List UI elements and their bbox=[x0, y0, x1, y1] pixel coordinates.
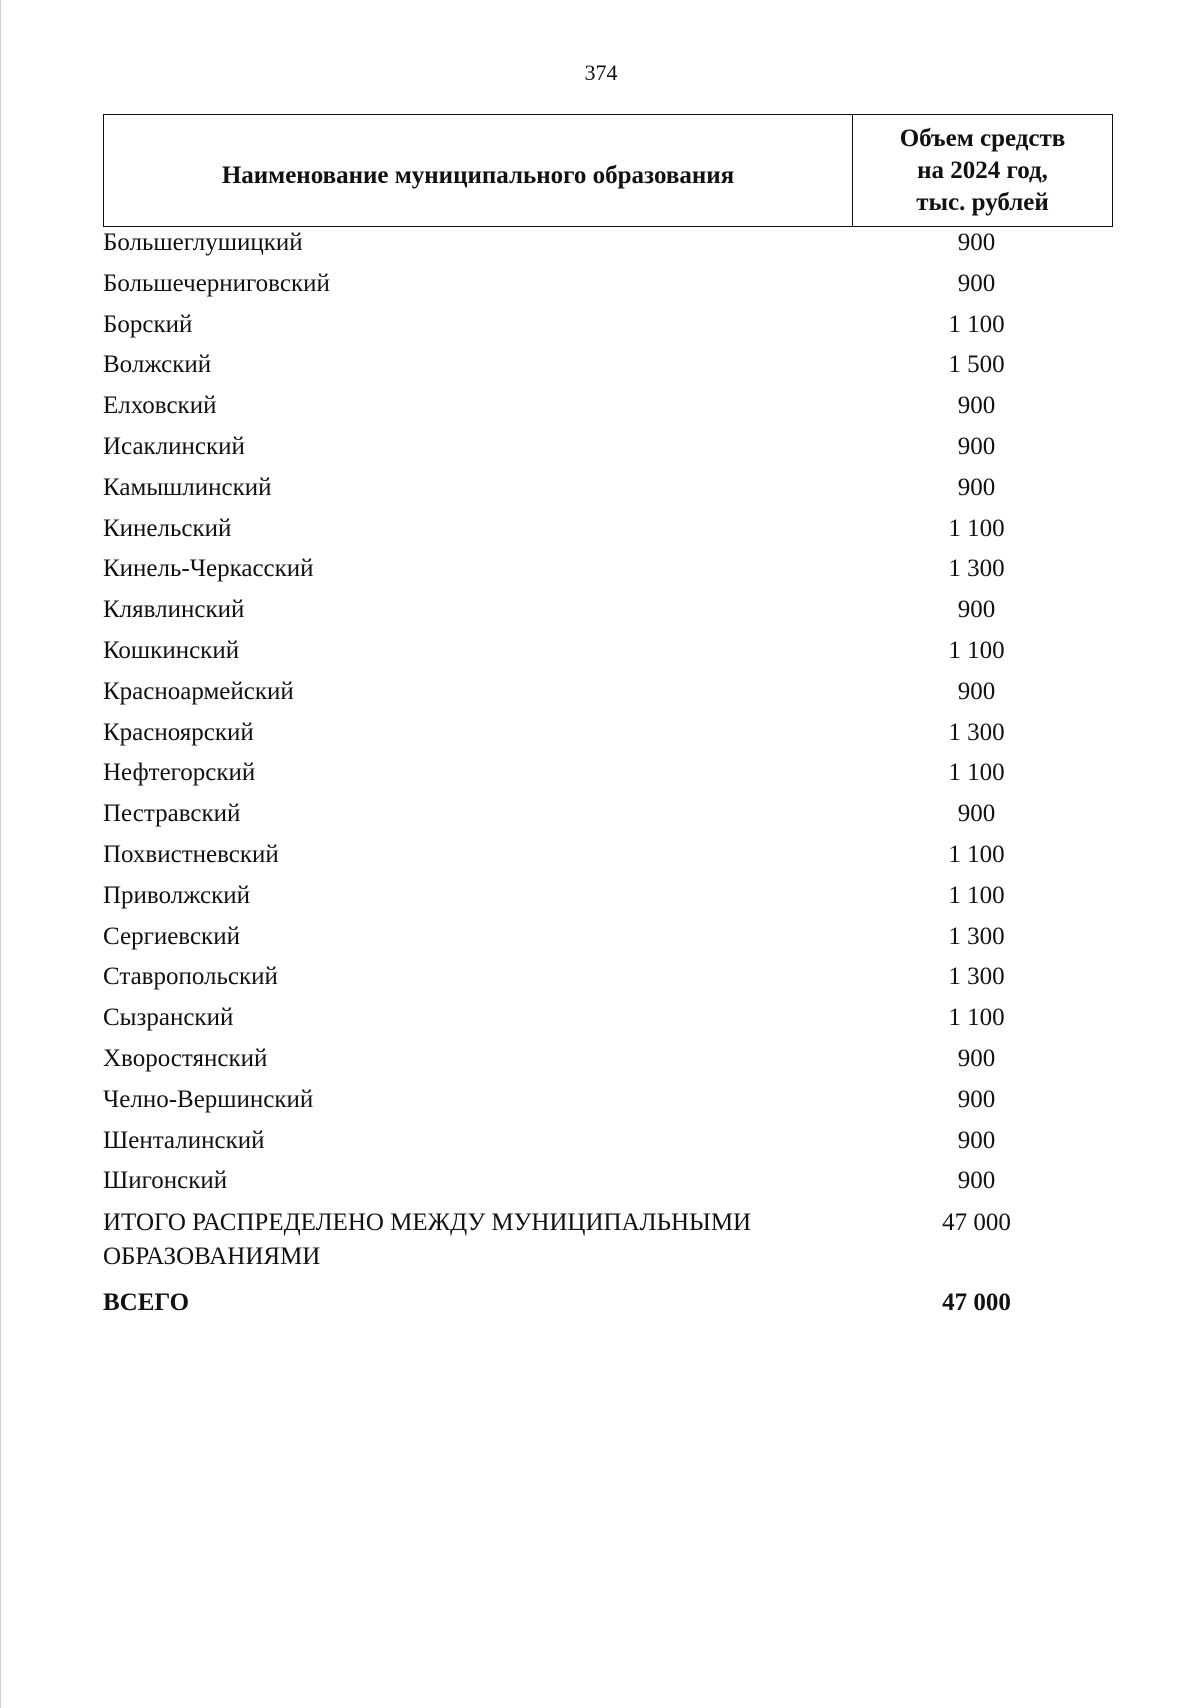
municipality-name: Большечерниговский bbox=[103, 269, 330, 297]
total-distributed-amount: 47 000 bbox=[942, 1209, 1011, 1236]
municipality-amount: 1 100 bbox=[948, 840, 1005, 868]
municipality-name: Кинельский bbox=[103, 514, 232, 542]
municipality-amount: 1 500 bbox=[948, 351, 1005, 379]
header-name-column: Наименование муниципального образования bbox=[104, 115, 853, 226]
table-row bbox=[103, 350, 1113, 391]
municipality-amount: 1 100 bbox=[948, 759, 1005, 787]
table-row bbox=[103, 473, 1113, 514]
table-row bbox=[103, 799, 1113, 840]
total-distributed-row bbox=[103, 1206, 1113, 1274]
municipality-amount: 1 300 bbox=[948, 555, 1005, 583]
table-row bbox=[103, 962, 1113, 1003]
table-row bbox=[103, 1003, 1113, 1044]
municipality-amount: 900 bbox=[957, 677, 996, 705]
municipality-name: Приволжский bbox=[103, 881, 251, 909]
table-row bbox=[103, 228, 1113, 269]
municipality-name: Шенталинский bbox=[103, 1126, 265, 1154]
table-row bbox=[103, 636, 1113, 677]
municipality-name: Сергиевский bbox=[103, 922, 240, 950]
table-row bbox=[103, 514, 1113, 555]
municipality-name: Волжский bbox=[103, 351, 212, 379]
total-distributed-label-line2: ОБРАЗОВАНИЯМИ bbox=[103, 1243, 321, 1270]
table-header bbox=[103, 114, 1113, 227]
table-row bbox=[103, 1126, 1113, 1167]
municipality-amount: 900 bbox=[957, 1126, 996, 1154]
municipality-amount: 1 300 bbox=[948, 963, 1005, 991]
municipality-amount: 900 bbox=[957, 800, 996, 828]
table-row bbox=[103, 554, 1113, 595]
municipality-amount: 900 bbox=[957, 596, 996, 624]
header-amount-column bbox=[853, 115, 1112, 226]
municipality-name: Большеглушицкий bbox=[103, 229, 303, 256]
municipality-amount: 1 300 bbox=[948, 922, 1005, 950]
municipality-name: Елховский bbox=[103, 392, 217, 420]
table-row bbox=[103, 1085, 1113, 1126]
table-row bbox=[103, 595, 1113, 636]
header-amount-line3: тыс. рублей bbox=[916, 188, 1049, 216]
page-number: 374 bbox=[584, 60, 618, 85]
table-row bbox=[103, 432, 1113, 473]
municipality-name: Красноармейский bbox=[103, 677, 294, 705]
municipality-amount: 1 100 bbox=[948, 514, 1005, 542]
municipality-name: Похвистневский bbox=[103, 840, 279, 868]
total-distributed-label-line1: ИТОГО РАСПРЕДЕЛЕНО МЕЖДУ МУНИЦИПАЛЬНЫМИ bbox=[103, 1209, 752, 1236]
table-row bbox=[103, 269, 1113, 310]
table-row bbox=[103, 758, 1113, 799]
municipality-name: Кошкинский bbox=[103, 636, 240, 664]
header-amount-line1: Объем средств bbox=[899, 124, 1066, 152]
municipality-amount: 900 bbox=[957, 269, 996, 297]
table-row bbox=[103, 1166, 1113, 1207]
municipality-name: Исаклинский bbox=[103, 432, 245, 460]
municipality-amount: 900 bbox=[957, 229, 996, 256]
municipality-name: Клявлинский bbox=[103, 596, 245, 624]
municipality-amount: 900 bbox=[957, 1085, 996, 1113]
table-row bbox=[103, 881, 1113, 922]
municipality-amount: 1 300 bbox=[948, 718, 1005, 746]
table-row bbox=[103, 391, 1113, 432]
municipality-name: Камышлинский bbox=[103, 473, 272, 501]
municipality-amount: 1 100 bbox=[948, 310, 1005, 338]
municipality-amount: 900 bbox=[957, 392, 996, 420]
table-row bbox=[103, 922, 1113, 963]
grand-total-label: ВСЕГО bbox=[103, 1289, 190, 1316]
municipality-amount: 1 100 bbox=[948, 636, 1005, 664]
municipality-amount: 900 bbox=[957, 1167, 996, 1195]
municipality-amount: 1 100 bbox=[948, 881, 1005, 909]
municipality-amount: 900 bbox=[957, 473, 996, 501]
municipality-amount: 900 bbox=[957, 432, 996, 460]
municipality-name: Борский bbox=[103, 310, 193, 338]
table-row bbox=[103, 1044, 1113, 1085]
municipality-name: Кинель-Черкасский bbox=[103, 555, 314, 583]
municipality-name: Хворостянский bbox=[103, 1044, 268, 1072]
total-distributed-label bbox=[103, 1206, 852, 1274]
table-row bbox=[103, 718, 1113, 759]
municipality-name: Челно-Вершинский bbox=[103, 1085, 314, 1113]
municipality-amount: 900 bbox=[957, 1044, 996, 1072]
municipality-name: Пестравский bbox=[103, 800, 241, 828]
header-amount-line2: на 2024 год, bbox=[917, 156, 1048, 184]
table-row bbox=[103, 310, 1113, 351]
table-body bbox=[103, 228, 1113, 1207]
municipality-amount: 1 100 bbox=[948, 1004, 1005, 1032]
grand-total-amount: 47 000 bbox=[942, 1289, 1011, 1316]
municipality-name: Сызранский bbox=[103, 1004, 234, 1032]
grand-total-row bbox=[103, 1286, 1113, 1320]
table-row bbox=[103, 840, 1113, 881]
municipality-name: Шигонский bbox=[103, 1167, 228, 1195]
municipality-name: Красноярский bbox=[103, 718, 254, 746]
municipality-name: Ставропольский bbox=[103, 963, 278, 991]
table-row bbox=[103, 677, 1113, 718]
municipality-name: Нефтегорский bbox=[103, 759, 256, 787]
